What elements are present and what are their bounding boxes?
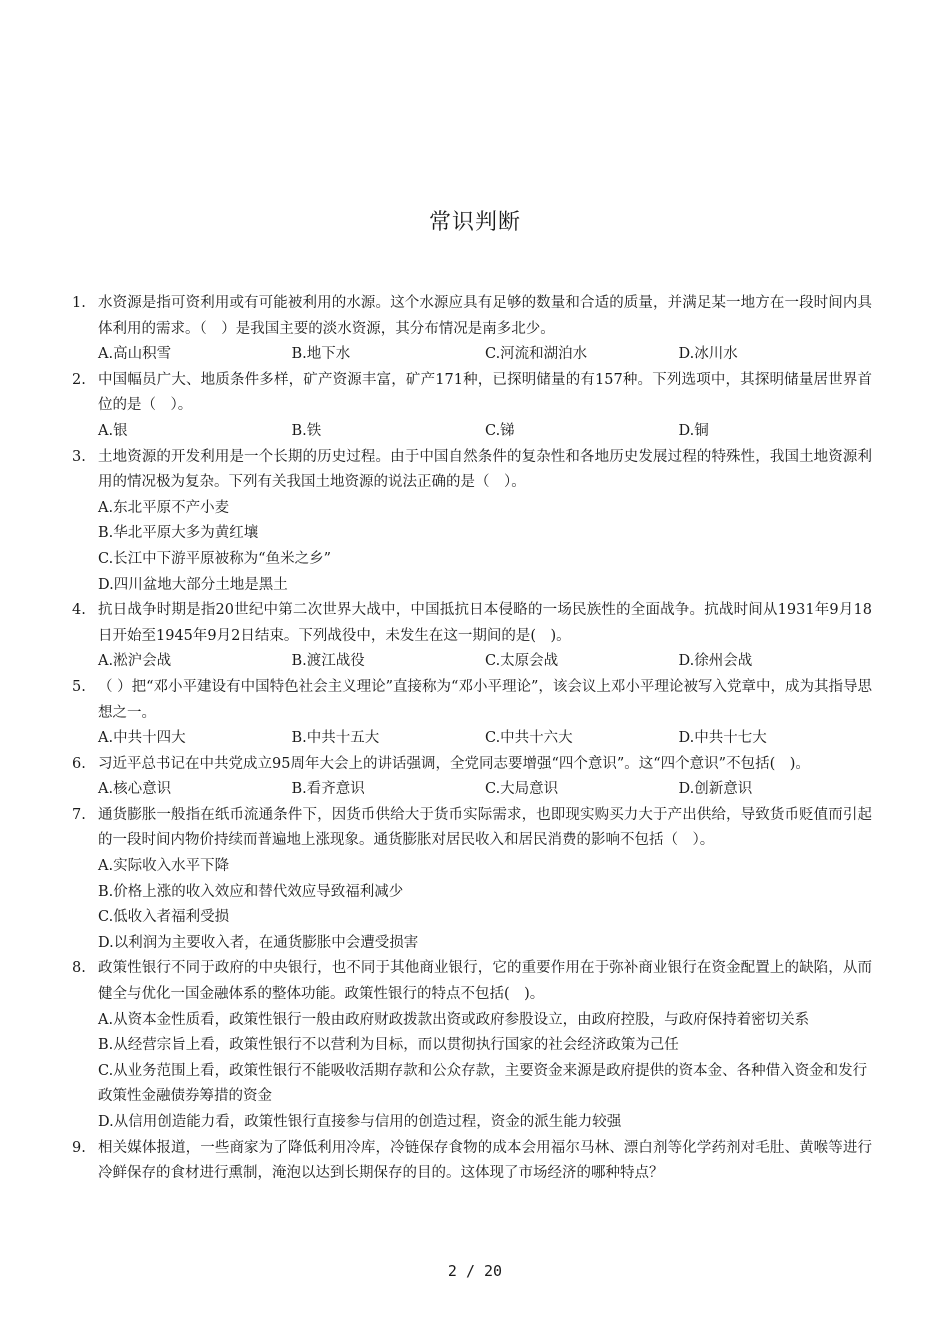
question-stem — [72, 956, 872, 1007]
question-stem — [72, 445, 872, 496]
question-stem — [72, 291, 872, 342]
answer-option: D.四川盆地大部分土地是黑土 — [98, 576, 288, 593]
option-row — [72, 419, 872, 445]
question-stem — [72, 368, 872, 419]
question-text: 政策性银行不同于政府的中央银行，也不同于其他商业银行，它的重要作用在于弥补商业银行在资金配置上的缺陷，从而健全与优化一国金融体系的整体功能。政策性银行的特点不包括( )。 — [98, 960, 872, 1003]
answer-option: B.地下水 — [291, 346, 351, 363]
question-number: 9. — [72, 1139, 86, 1156]
question-item — [72, 956, 872, 1135]
question-item — [72, 1136, 872, 1187]
question-text: （ ）把“邓小平建设有中国特色社会主义理论”直接称为“邓小平理论”，该会议上邓小平理论被写入党章中，成为其指导思想之一。 — [98, 678, 872, 721]
question-stem — [72, 752, 872, 778]
question-item — [72, 598, 872, 675]
question-number: 1. — [72, 295, 86, 311]
question-text: 通货膨胀一般指在纸币流通条件下，因货币供给大于货币实际需求，也即现实购买力大于产出供给，导致货币贬值而引起的一段时间内物价持续而普遍地上涨现象。通货膨胀对居民收入和居民消费的影响不包括（ ）。 — [98, 806, 872, 849]
answer-option: A.东北平原不产小麦 — [98, 499, 230, 516]
answer-option: B.中共十五大 — [291, 730, 380, 747]
answer-option: D.徐州会战 — [678, 653, 753, 670]
answer-option: D.冰川水 — [678, 346, 738, 363]
answer-option: A.高山积雪 — [98, 346, 172, 363]
question-number: 7. — [72, 806, 86, 823]
question-item — [72, 445, 872, 599]
answer-option: C.锑 — [485, 422, 515, 439]
question-number: 5. — [72, 678, 86, 695]
question-stem — [72, 675, 872, 726]
question-item — [72, 675, 872, 752]
question-text: 土地资源的开发利用是一个长期的历史过程。由于中国自然条件的复杂性和各地历史发展过程的特殊性，我国土地资源利用的情况极为复杂。下列有关我国土地资源的说法正确的是（ ）。 — [98, 448, 872, 491]
answer-option: A.淞沪会战 — [98, 653, 172, 670]
answer-option: D.铜 — [678, 422, 709, 439]
answer-option: C.中共十六大 — [485, 730, 573, 747]
answer-option: C.低收入者福利受损 — [98, 909, 230, 926]
answer-option: A.中共十四大 — [98, 730, 186, 747]
answer-option: B.看齐意识 — [291, 781, 365, 798]
option-row — [72, 726, 872, 752]
question-number: 3. — [72, 448, 86, 465]
page-number: 2 / 20 — [447, 1262, 503, 1280]
answer-option: D.中共十七大 — [678, 730, 767, 747]
answer-option: B.渡江战役 — [291, 653, 365, 670]
answer-option: C.长江中下游平原被称为“鱼米之乡” — [98, 550, 332, 567]
answer-option: C.太原会战 — [485, 653, 559, 670]
question-number: 4. — [72, 602, 86, 619]
answer-option: C.大局意识 — [485, 781, 559, 798]
option-row — [72, 649, 872, 675]
question-number: 6. — [72, 755, 86, 772]
question-number: 8. — [72, 960, 86, 977]
question-text: 习近平总书记在中共党成立95周年大会上的讲话强调，全党同志要增强“四个意识”。这“四个意识”不包括( )。 — [98, 755, 810, 772]
answer-option: B.华北平原大多为黄红壤 — [98, 525, 259, 542]
page-title: 常识判断 — [428, 210, 521, 235]
answer-option: B.从经营宗旨上看，政策性银行不以营利为目标，而以贯彻执行国家的社会经济政策为己任 — [98, 1037, 679, 1054]
answer-option: A.核心意识 — [98, 781, 172, 798]
question-text: 相关媒体报道，一些商家为了降低利用冷库，冷链保存食物的成本会用福尔马林、漂白剂等化学药剂对毛肚、黄喉等进行冷鲜保存的食材进行熏制，淹泡以达到长期保存的目的。这体现了市场经济的哪种特点？ — [98, 1139, 872, 1182]
question-text: 水资源是指可资利用或有可能被利用的水源。这个水源应具有足够的数量和合适的质量，并满足某一地方在一段时间内具体利用的需求。（ ）是我国主要的淡水资源，其分布情况是南多北少。 — [98, 295, 872, 337]
question-item — [72, 803, 872, 957]
answer-option: C.从业务范围上看，政策性银行不能吸收活期存款和公众存款，主要资金来源是政府提供的资本金、各种借入资金和发行政策性金融债券筹措的资金 — [98, 1062, 868, 1105]
answer-option: D.从信用创造能力看，政策性银行直接参与信用的创造过程，资金的派生能力较强 — [98, 1114, 622, 1130]
answer-option: B.铁 — [291, 422, 322, 439]
answer-option: A.从资本金性质看，政策性银行一般由政府财政拨款出资或政府参股设立，由政府控股，与政府保持着密切关系 — [98, 1011, 810, 1028]
question-number: 2. — [72, 371, 86, 388]
question-item — [72, 291, 872, 368]
question-stem — [72, 803, 872, 854]
option-row — [72, 342, 872, 368]
question-stem — [72, 598, 872, 649]
question-list — [72, 291, 872, 1187]
question-stem — [72, 1136, 872, 1187]
question-item — [72, 752, 872, 803]
answer-option: D.以利润为主要收入者，在通货膨胀中会遭受损害 — [98, 934, 419, 951]
answer-option: A.实际收入水平下降 — [98, 858, 230, 875]
answer-option: D.创新意识 — [678, 781, 753, 798]
question-item — [72, 368, 872, 445]
answer-option: A.银 — [98, 422, 128, 439]
question-text: 中国幅员广大、地质条件多样，矿产资源丰富，矿产171种，已探明储量的有157种。下列选项中，其探明储量居世界首位的是（ ）。 — [98, 371, 872, 414]
answer-option: B.价格上涨的收入效应和替代效应导致福利减少 — [98, 883, 404, 900]
option-row — [72, 777, 872, 803]
question-text: 抗日战争时期是指20世纪中第二次世界大战中，中国抵抗日本侵略的一场民族性的全面战争。抗战时间从1931年9月18日开始至1945年9月2日结束。下列战役中，未发生在这一期间的是( )。 — [98, 602, 872, 644]
answer-option: C.河流和湖泊水 — [485, 346, 588, 363]
